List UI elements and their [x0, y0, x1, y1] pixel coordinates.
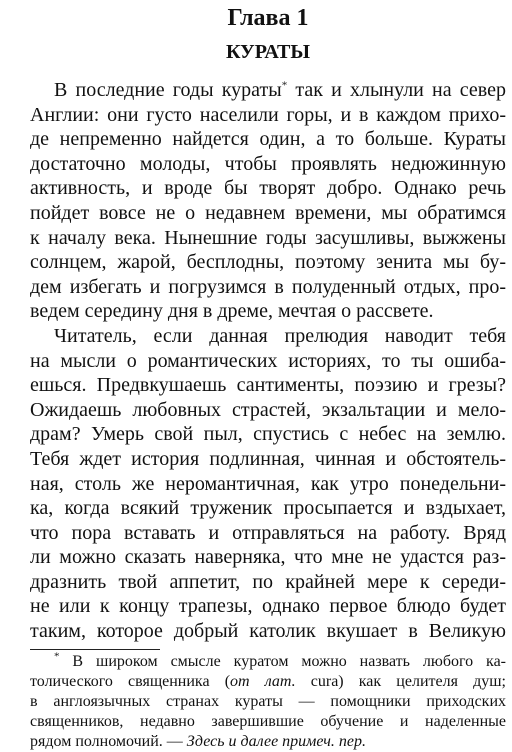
- footnote-divider: [30, 649, 160, 650]
- footnote-line: * В широком смысле куратом можно назвать любого ка-: [54, 650, 506, 670]
- text-line: Тебя ждет история подлинная, чинная и обстоятель-: [30, 447, 506, 470]
- text-line: ведем середину дня в дреме, мечтая о рассвете.: [30, 300, 434, 323]
- body-text: [30, 78, 506, 644]
- footnote-mark: *: [54, 650, 60, 663]
- text-line: к началу века. Нынешние годы засушливы, выжжены: [30, 226, 506, 249]
- text-line: де непременно найдется один, а то больше. Кураты: [30, 128, 506, 151]
- text-line: солнцем, жарой, бесплодны, поэтому зенита мы бу-: [30, 251, 506, 274]
- text-line: на мысли о романтических историях, то ты ошиба-: [30, 349, 506, 372]
- text-line: драм? Умерь свой пыл, спустись с небес на землю.: [30, 423, 506, 446]
- text-line: дем избегать и погрузимся в полуденный отдых, про-: [30, 275, 506, 298]
- text-line: дразнить твой аппетит, по крайней мере к середи-: [30, 570, 506, 593]
- text-line: таким, которое добрый католик вкушает в Великую: [30, 620, 506, 643]
- paragraph-2: [30, 324, 506, 644]
- text-line: достаточно молоды, чтобы проявлять недюжинную: [30, 152, 506, 175]
- footnote-line: священников, недавно завершившие обучение и наделенные: [30, 713, 506, 730]
- paragraph-1: [30, 78, 506, 324]
- paragraph-2-line-1: Читатель, если данная прелюдия наводит тебя: [54, 324, 506, 347]
- footnote-marker[interactable]: *: [281, 79, 288, 92]
- footnote-line: в англоязычных странах кураты — помощники приходских: [30, 693, 506, 710]
- text-line: пойдет вовсе не о недавнем времени, мы обратимся: [30, 201, 506, 224]
- text-line: Ожидаешь любовных страстей, экзальтации и мело-: [30, 398, 506, 421]
- text-line: не или к концу трапезы, однако первое блюдо будет: [30, 595, 506, 618]
- text-line: ешься. Предвкушаешь сантименты, поэзию и грезы?: [30, 374, 506, 397]
- text-line: ли можно сказать наверняка, что мне не удастся раз-: [30, 546, 506, 569]
- text-line: активность, и вроде бы творят добро. Однако речь: [30, 177, 506, 200]
- paragraph-1-line-1: В последние годы кураты* так и хлынули на север: [54, 79, 506, 101]
- chapter-heading: Глава 1: [227, 5, 309, 31]
- book-page: [30, 0, 506, 752]
- text-line: Англии: они густо населили горы, и в каждом прихо-: [30, 103, 506, 126]
- chapter-title: КУРАТЫ: [225, 41, 311, 63]
- text-line: ная, столь же неромантичная, как утро понедельни-: [30, 472, 506, 495]
- text-line: ка, когда всякий труженик просыпается и вздыхает,: [30, 497, 506, 520]
- footnote-line: рядом полномочий. — Здесь и далее примеч. пер.: [30, 733, 366, 750]
- footnote-line: толического священника (от лат. cura) как целителя душ;: [30, 673, 506, 690]
- footnote: [30, 652, 506, 752]
- text-line: что пора вставать и отправляться на работу. Вряд: [30, 521, 506, 544]
